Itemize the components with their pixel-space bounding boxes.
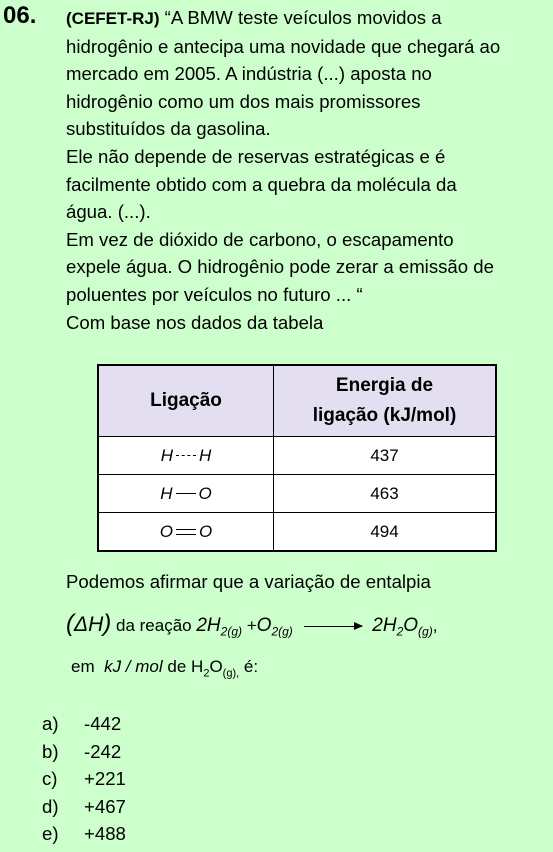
option-c[interactable]: c) +221 (42, 768, 126, 790)
text-line: Ele não depende de reservas estratégicas e é (66, 145, 446, 167)
option-a[interactable]: a) -442 (42, 713, 122, 734)
single-bond-line (176, 455, 196, 456)
double-bond-line (176, 529, 196, 535)
bond-cell: H O (98, 475, 274, 513)
text-line: Com base nos dados da tabela (66, 311, 324, 333)
text-line: (CEFET-RJ) “A BMW teste veículos movidos a (66, 7, 442, 28)
header-energy: Energia de ligação (kJ/mol) (274, 365, 497, 437)
energy-cell: 494 (274, 513, 497, 552)
bond-cell: H H (98, 437, 274, 475)
text-line: hidrogênio como um dos mais promissores (66, 90, 421, 112)
header-bond: Ligação (98, 365, 274, 437)
text-line: expele água. O hidrogênio pode zerar a emissão de (66, 256, 494, 278)
text-line: facilmente obtido com a quebra da molécula da (66, 173, 457, 195)
text-line: substituídos da gasolina. (66, 118, 271, 140)
bond-cell: O O (98, 513, 274, 552)
statement-intro: Podemos afirmar que a variação de entalpia (66, 571, 431, 592)
table-row (98, 513, 496, 552)
option-e[interactable]: e) +488 (42, 823, 126, 845)
text-line: poluentes por veículos no futuro ... “ (66, 283, 363, 305)
reaction-arrow-icon (304, 626, 362, 627)
reaction-equation: (ΔH) da reação $2H_{2(g)} +O_{2(g)}$ $2H_2O_{(g)}$, (66, 610, 438, 639)
text-line: mercado em 2005. A indústria (...) aposta no (66, 63, 432, 85)
single-bond-line (176, 493, 196, 494)
question-number: 06. (3, 2, 37, 29)
option-b[interactable]: b) -242 (42, 740, 122, 762)
text-line: hidrogênio e antecipa uma novidade que chegará ao (66, 35, 501, 57)
table-header-row (98, 365, 496, 437)
text-line: água. (...). (66, 201, 151, 223)
answer-options (42, 713, 126, 851)
units-line: em kJ / mol de $H_2O_{(g),}$ é: (71, 657, 259, 680)
question-source: (CEFET-RJ) (66, 9, 160, 28)
energy-cell: 437 (274, 437, 497, 475)
text-line: Em vez de dióxido de carbono, o escapamento (66, 228, 454, 250)
delta-h: ΔH (74, 613, 104, 636)
table-row (98, 475, 496, 513)
table-row (98, 437, 496, 475)
energy-cell: 463 (274, 475, 497, 513)
option-d[interactable]: d) +467 (42, 795, 126, 817)
question-text (66, 4, 550, 336)
bond-energy-table (97, 364, 497, 552)
